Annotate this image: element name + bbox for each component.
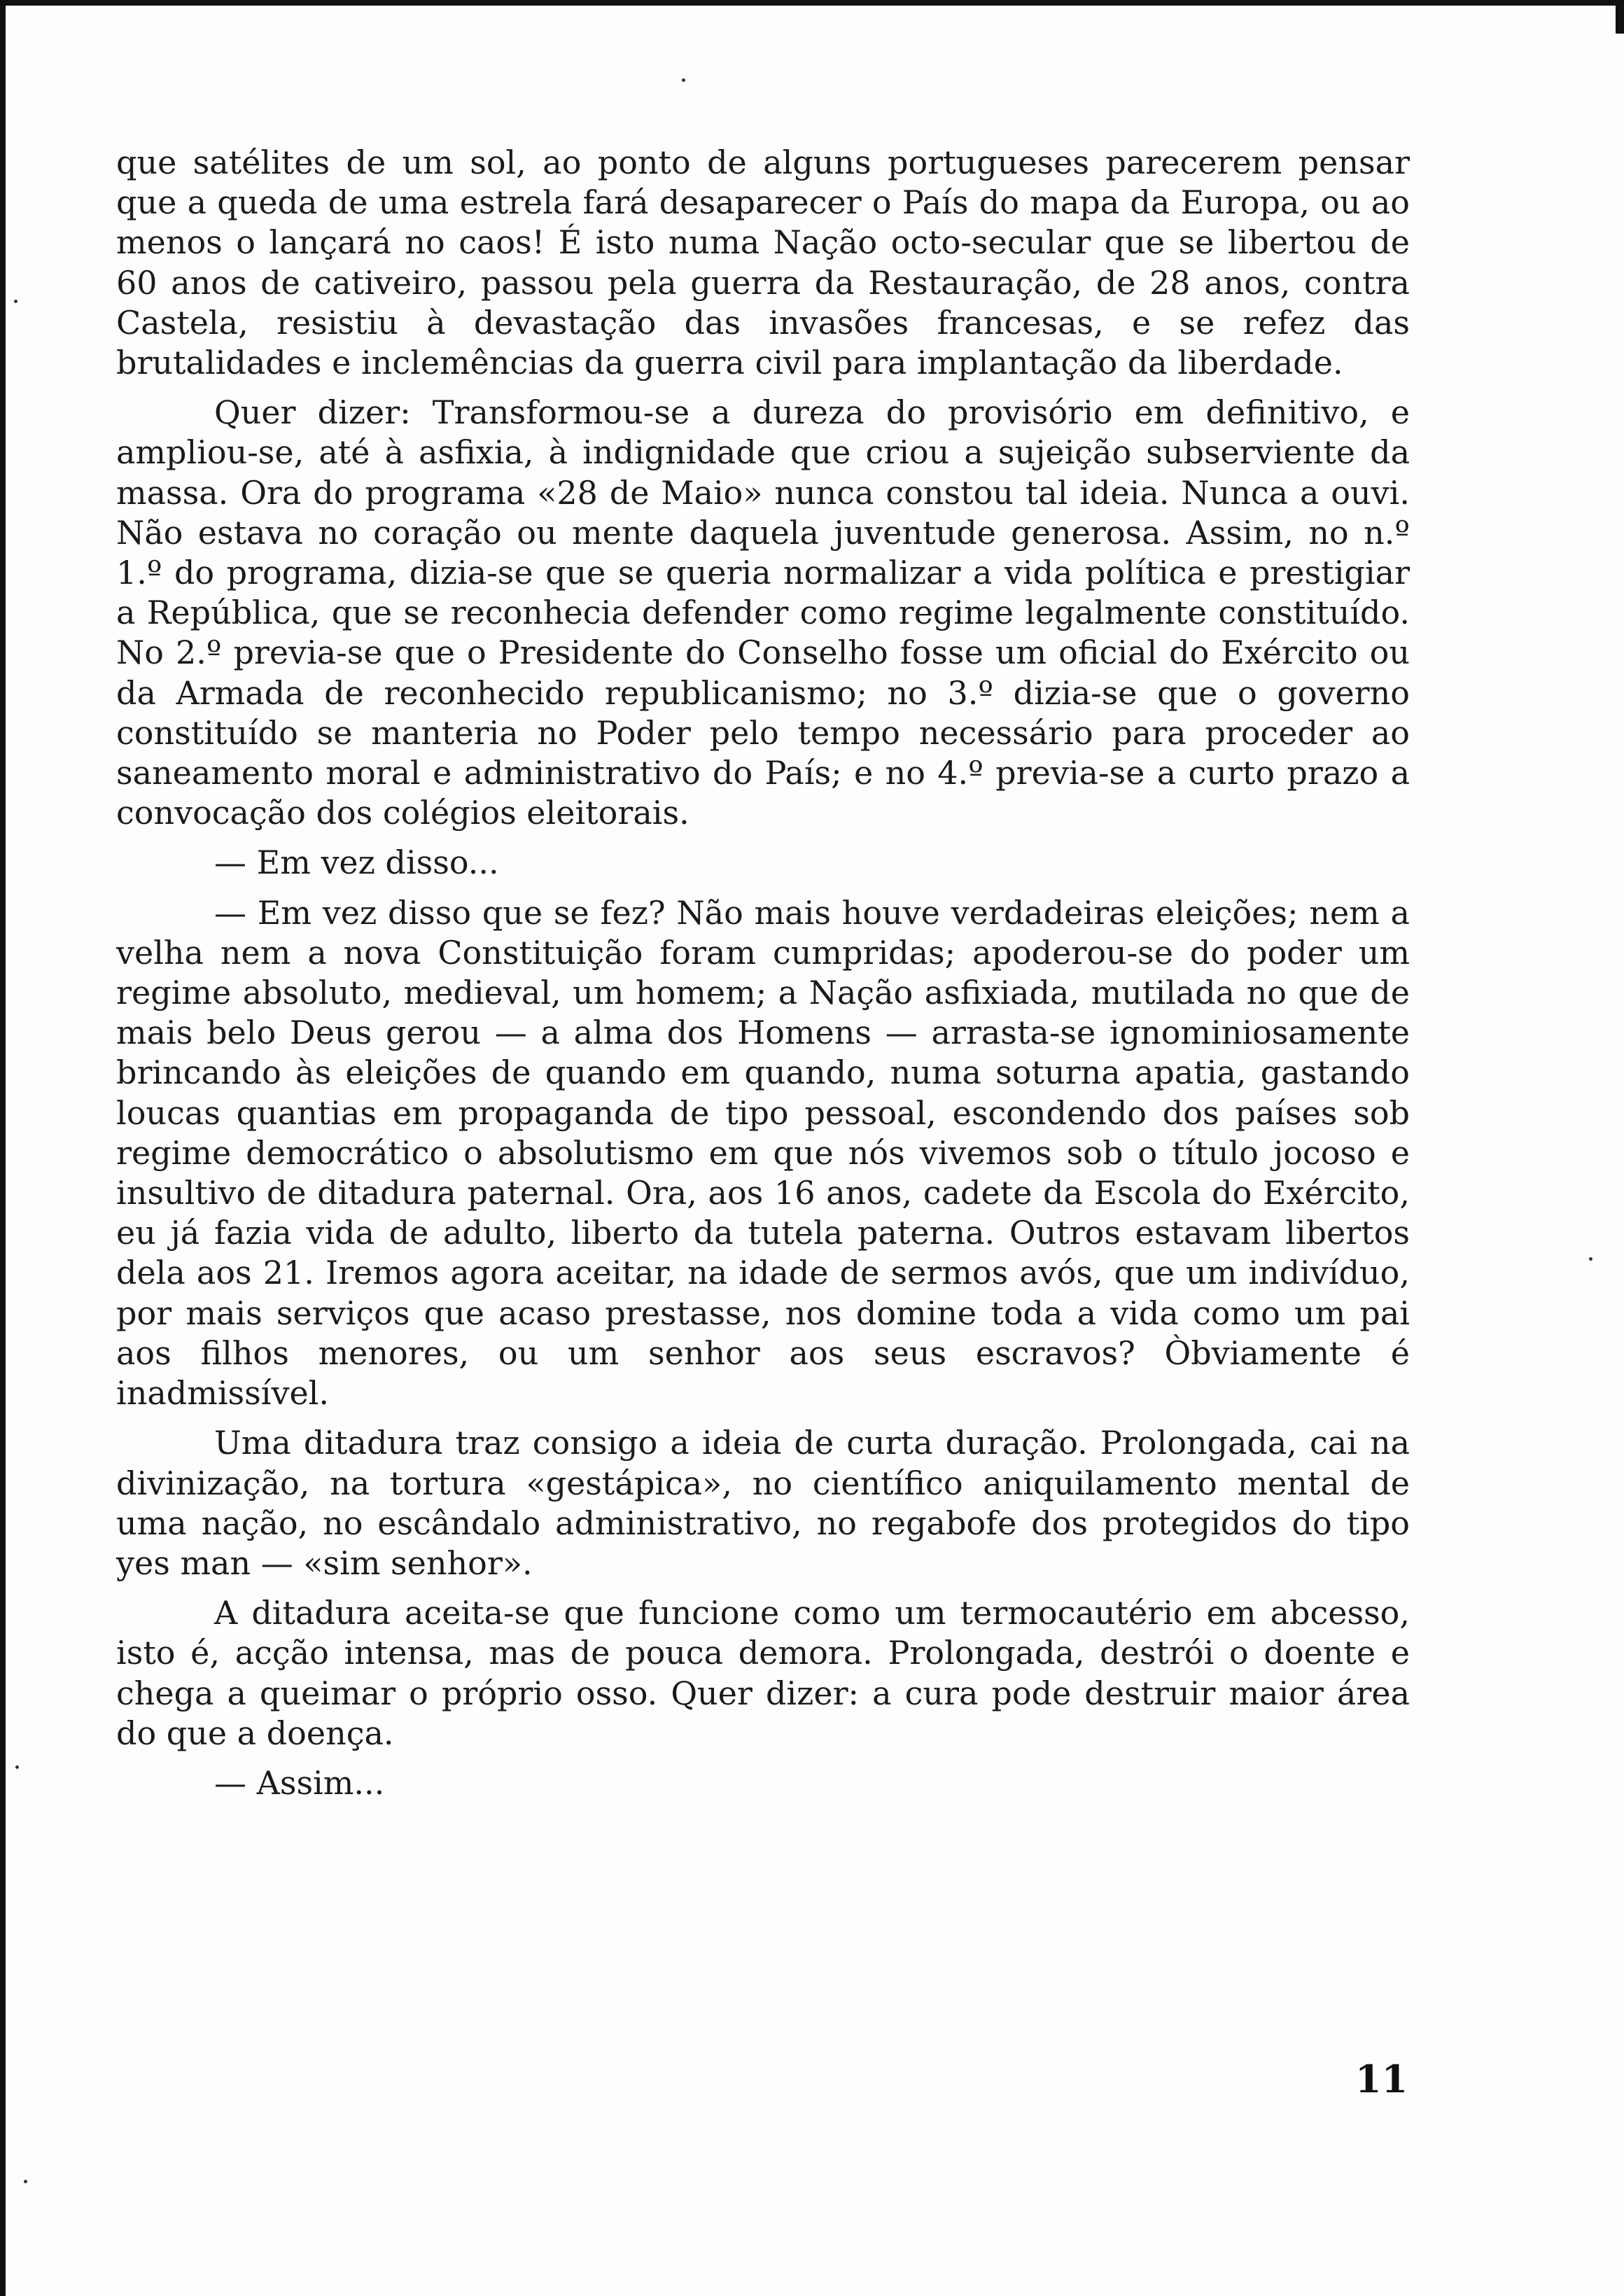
dialogue-line-1: — Em vez disso... <box>214 844 499 882</box>
paragraph-2: Quer dizer: Transformou-se a dureza do provisório em definitivo, e ampliou-se, até à asfixia, à indignidade que criou a sujeição subserviente da massa. Ora do programa «28 de Maio» nunca constou tal ideia. Nunca a ouvi. Não estava no coração ou mente daquela juventude generosa. Assim, no n.º 1.º do programa, dizia-se que se queria normalizar a vida política e prestigiar a República, que se reconhecia defender como regime legalmente constituído. No 2.º previa-se que o Presidente do Conselho fosse um oficial do Exército ou da Armada de reconhecido republicanismo; no 3.º dizia-se que o governo constituído se manteria no Poder pelo tempo necessário para proceder ao saneamento moral e administrativo do País; e no 4.º previa-se a curto prazo a convocação dos colégios eleitorais. <box>116 393 1410 832</box>
body-text <box>116 143 1410 1813</box>
paragraph-4: Uma ditadura traz consigo a ideia de curta duração. Prolongada, cai na divinização, na tortura «gestápica», no científico aniquilamento mental de uma nação, no escândalo administrativo, no regabofe dos protegidos do tipo yes man — «sim senhor». <box>116 1424 1410 1582</box>
scan-speck <box>15 1765 19 1769</box>
paragraph-5: A ditadura aceita-se que funcione como um termocautério em abcesso, isto é, acção intensa, mas de pouca demora. Prolongada, destrói o doente e chega a queimar o próprio osso. Quer dizer: a cura pode destruir maior área do que a doença. <box>116 1594 1410 1752</box>
dialogue-line-2: — Assim... <box>214 1763 385 1802</box>
scan-speck <box>682 78 685 82</box>
scan-speck <box>24 2180 27 2183</box>
paragraph-1: que satélites de um sol, ao ponto de alguns portugueses parecerem pensar que a queda de uma estrela fará desaparecer o País do mapa da Europa, ou ao menos o lançará no caos! É isto numa Nação octo-secular que se libertou de 60 anos de cativeiro, passou pela guerra da Restauração, de 28 anos, contra Castela, resistiu à devastação das invasões francesas, e se refez das brutalidades e inclemências da guerra civil para implantação da liberdade. <box>116 144 1410 382</box>
scan-speck <box>1589 1257 1592 1261</box>
scan-speck <box>14 300 18 303</box>
page-number: 11 <box>1355 2057 1408 2101</box>
paragraph-3: — Em vez disso que se fez? Não mais houve verdadeiras eleições; nem a velha nem a nova Constituição foram cumpridas; apoderou-se do poder um regime absoluto, medieval, um homem; a Nação asfixiada, mutilada no que de mais belo Deus gerou — a alma dos Homens — arrasta-se ignominiosamente brincando às eleições de quando em quando, numa soturna apatia, gastando loucas quantias em propaganda de tipo pessoal, escondendo dos países sob regime democrático o absolutismo em que nós vivemos sob o título jocoso e insultivo de ditadura paternal. Ora, aos 16 anos, cadete da Escola do Exército, eu já fazia vida de adulto, liberto da tutela paterna. Outros estavam libertos dela aos 21. Iremos agora aceitar, na idade de sermos avós, que um indivíduo, por mais serviços que acaso prestasse, nos domine toda a vida como um pai aos filhos menores, ou um senhor aos seus escravos? Òbviamente é inadmissível. <box>116 893 1410 1413</box>
page-edge-mark <box>1616 6 1624 34</box>
